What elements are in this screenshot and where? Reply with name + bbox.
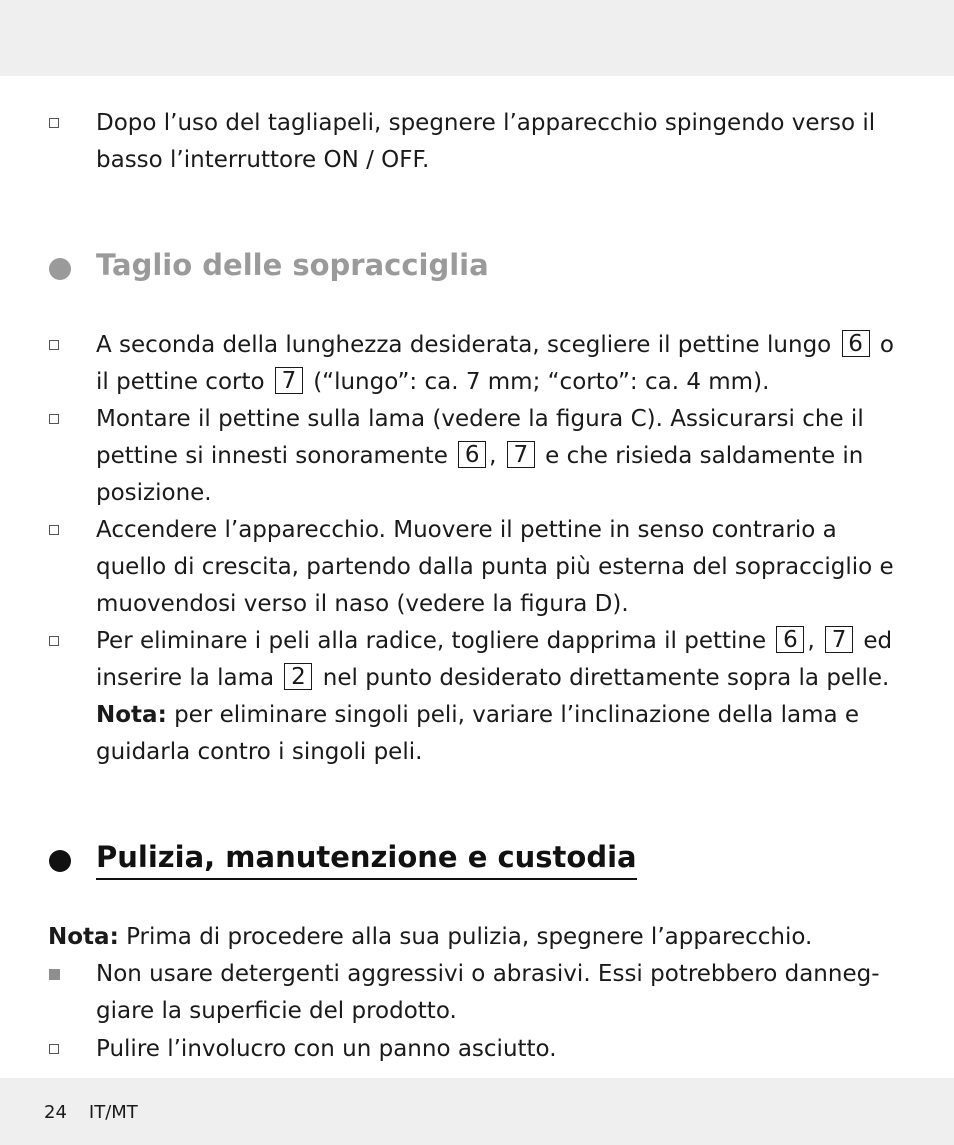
step-text: inserire la lama [96, 665, 275, 691]
step-text: il pettine corto [96, 369, 265, 395]
footer-band [0, 1078, 954, 1145]
section-title-cleaning: Pulizia, manutenzione e custodia [96, 840, 637, 880]
step-text: per eliminare singoli peli, variare l’inclinazione della lama e [174, 702, 860, 728]
checkbox-icon [49, 340, 59, 350]
checkbox-icon [49, 118, 59, 128]
checkbox-icon [49, 1044, 59, 1054]
checkbox-icon [49, 636, 59, 646]
intro-step [96, 105, 914, 179]
square-bullet-icon [49, 969, 60, 980]
step-text: ed [863, 628, 893, 654]
step-text: guidarla contro i singoli peli. [96, 739, 423, 765]
ref-box: 6 [776, 626, 804, 653]
header-band [0, 0, 954, 76]
step-line [96, 438, 914, 475]
step-text: quello di crescita, partendo dalla punta più esterna del sopracciglio e [96, 554, 894, 580]
ref-box: 2 [284, 663, 312, 690]
separator: , [807, 628, 815, 654]
warning-text: Non usare detergenti aggressivi o abrasivi. Essi potrebbero danneg- [96, 961, 880, 987]
step-line [96, 327, 914, 364]
ref-box: 6 [458, 441, 486, 468]
intro-line-2: basso l’interruttore ON / OFF. [96, 147, 430, 173]
cleaning-step [96, 1031, 914, 1068]
cleaning-note [48, 919, 812, 956]
step-comb-selection [96, 327, 914, 401]
ref-box: 7 [825, 626, 853, 653]
step-text: A seconda della lunghezza desiderata, scegliere il pettine lungo [96, 332, 832, 358]
step-text: Accendere l’apparecchio. Muovere il pettine in senso contrario a [96, 517, 837, 543]
step-text: (“lungo”: ca. 7 mm; “corto”: ca. 4 mm). [313, 369, 770, 395]
checkbox-icon [49, 525, 59, 535]
page-footer [44, 1102, 138, 1123]
step-text: e che risieda saldamente in [545, 443, 864, 469]
step-line [96, 697, 914, 734]
step-text: muovendosi verso il naso (vedere la figura D). [96, 591, 629, 617]
step-text: nel punto desiderato direttamente sopra la pelle. [322, 665, 890, 691]
separator: , [489, 443, 497, 469]
intro-line-1: Dopo l’uso del tagliapeli, spegnere l’apparecchio spingendo verso il [96, 110, 876, 136]
section-bullet-icon [49, 258, 71, 280]
step-text: Pulire l’involucro con un panno asciutto. [96, 1036, 557, 1062]
step-text: posizione. [96, 480, 212, 506]
step-line [96, 364, 914, 401]
step-mount-comb [96, 401, 914, 512]
checkbox-icon [49, 414, 59, 424]
note-label: Nota: [48, 924, 119, 950]
ref-box: 7 [275, 367, 303, 394]
page-number: 24 [44, 1102, 67, 1123]
step-line [96, 623, 914, 660]
step-text: Montare il pettine sulla lama (vedere la figura C). Assicurarsi che il [96, 406, 864, 432]
section-bullet-icon [49, 850, 71, 872]
step-line [96, 660, 914, 697]
warning-item [96, 956, 914, 1030]
step-text: o [879, 332, 894, 358]
warning-text: giare la superficie del prodotto. [96, 998, 457, 1024]
note-label: Nota: [96, 702, 167, 728]
step-text: Per eliminare i peli alla radice, togliere dapprima il pettine [96, 628, 767, 654]
step-switch-on [96, 512, 914, 623]
section-title-eyebrows: Taglio delle sopracciglia [96, 248, 489, 282]
step-text: pettine si innesti sonoramente [96, 443, 448, 469]
note-text: Prima di procedere alla sua pulizia, spegnere l’apparecchio. [126, 924, 813, 950]
language-code: IT/MT [88, 1102, 138, 1123]
ref-box: 6 [842, 330, 870, 357]
step-remove-hair [96, 623, 914, 771]
ref-box: 7 [507, 441, 535, 468]
